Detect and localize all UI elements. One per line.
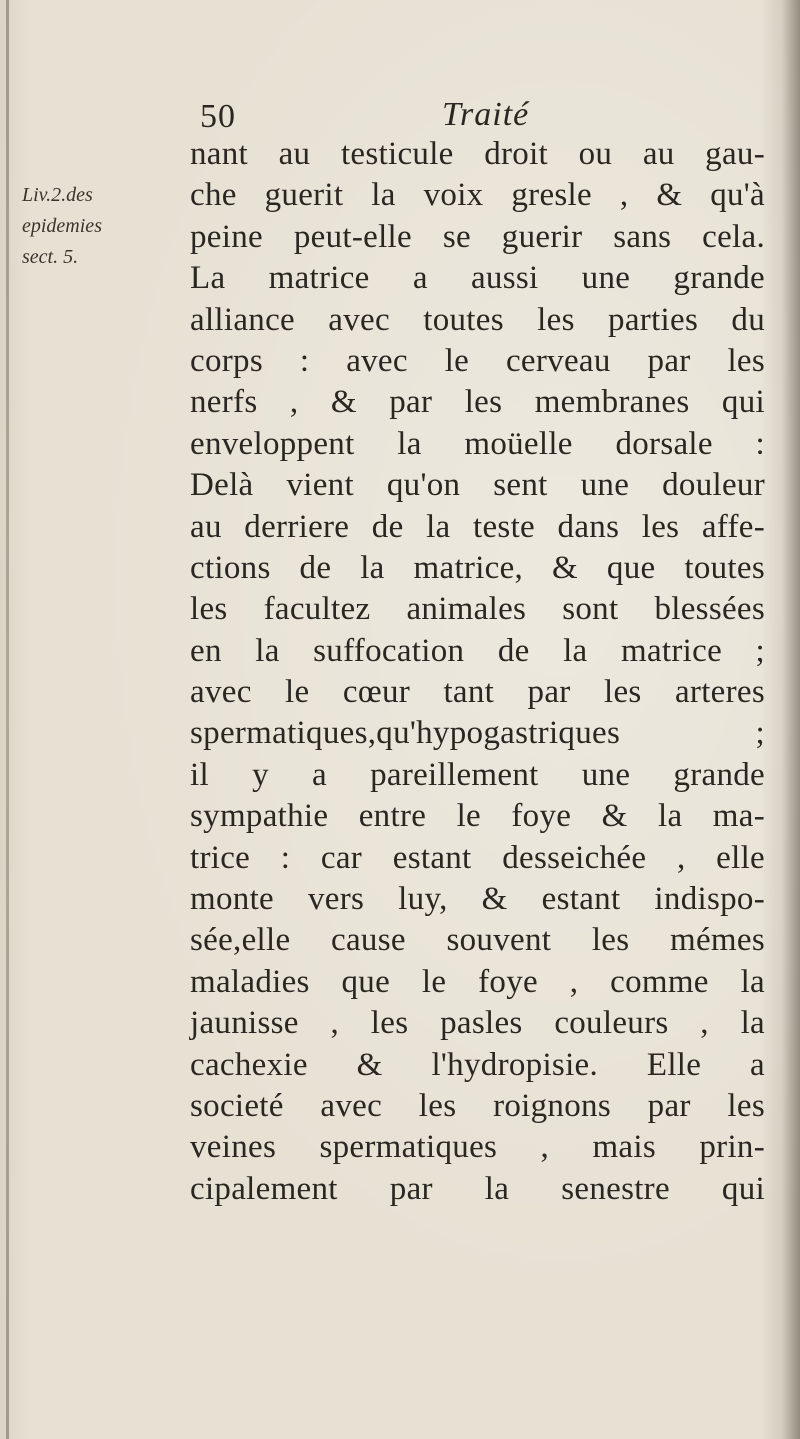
text-line: La matrice a aussi une grande (190, 260, 765, 297)
text-line: monte vers luy, & estant indispo- (190, 881, 765, 918)
text-line: corps : avec le cerveau par les (190, 342, 765, 379)
page-number: 50 (200, 98, 236, 135)
text-line: cipalement par la senestre qui (190, 1170, 765, 1207)
text-line: en la suffocation de la matrice ; (190, 632, 765, 669)
text-line: sée,elle cause souvent les mémes (190, 922, 765, 959)
text-line: au derriere de la teste dans les affe- (190, 508, 765, 545)
running-title: Traité (442, 96, 530, 133)
text-line: veines spermatiques , mais prin- (190, 1129, 765, 1166)
text-line: cachexie & l'hydropisie. Elle a (190, 1046, 765, 1083)
margin-note (22, 180, 172, 273)
text-line: jaunisse , les pasles couleurs , la (190, 1005, 765, 1042)
margin-note-line: sect. 5. (22, 246, 79, 268)
text-line: Delà vient qu'on sent une douleur (190, 467, 765, 504)
text-line: trice : car estant desseichée , elle (190, 839, 765, 876)
margin-note-line: epidemies (22, 215, 102, 237)
margin-note-line: Liv.2.des (22, 184, 93, 206)
text-line: les facultez animales sont blessées (190, 591, 765, 628)
text-line: il y a pareillement une grande (190, 756, 765, 793)
text-line: nant au testicule droit ou au gau- (190, 136, 765, 172)
page-edge-shadow (782, 0, 800, 1439)
text-line: sympathie entre le foye & la ma- (190, 798, 765, 835)
text-line: alliance avec toutes les parties du (190, 301, 765, 338)
text-line: avec le cœur tant par les arteres (190, 674, 765, 711)
binding-edge (6, 0, 9, 1439)
text-line: maladies que le foye , comme la (190, 963, 765, 1000)
text-line: nerfs , & par les membranes qui (190, 384, 765, 421)
body-text (190, 134, 765, 1210)
text-line: peine peut-elle se guerir sans cela. (190, 218, 765, 255)
text-line: che guerit la voix gresle , & qu'à (190, 177, 765, 214)
text-line: societé avec les roignons par les (190, 1087, 765, 1124)
text-line: enveloppent la moüelle dorsale : (190, 425, 765, 462)
text-line: spermatiques,qu'hypogastriques ; (190, 715, 765, 752)
text-line: ctions de la matrice, & que toutes (190, 549, 765, 586)
